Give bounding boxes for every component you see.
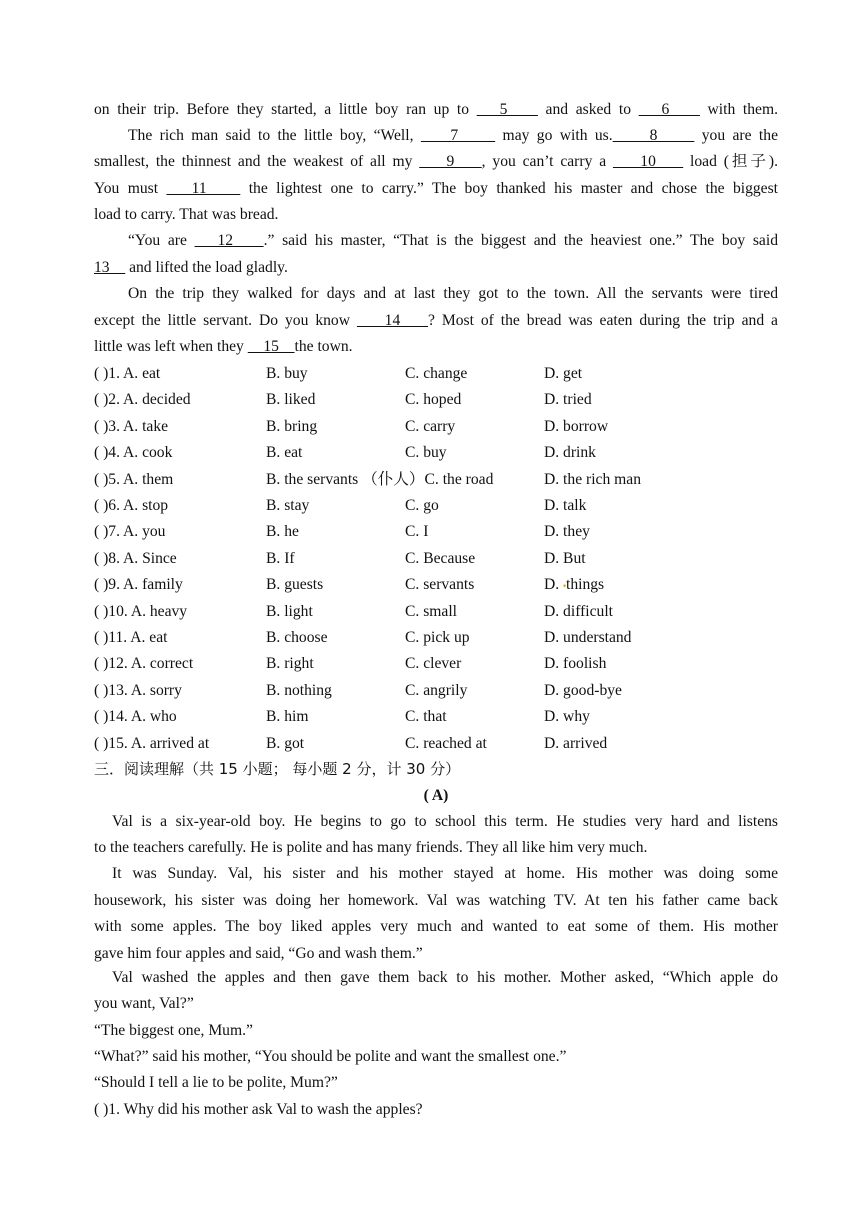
blank-13: 13	[94, 259, 126, 276]
text: little was left when they	[94, 338, 248, 355]
option-b: B. guests	[266, 576, 324, 594]
text: .” said his master, “That is the biggest and the heaviest one.” The boy said	[263, 232, 778, 249]
highlight-mark: ·	[562, 578, 568, 596]
blank-12: 12	[194, 232, 264, 249]
blank-6: 6	[638, 101, 700, 118]
option-d: D. understand	[544, 629, 632, 646]
option-d: D. borrow	[544, 417, 609, 435]
option-b: B. If	[266, 549, 295, 567]
option-question: ( )9. A. family	[94, 576, 183, 594]
option-b: B. nothing	[266, 681, 332, 699]
option-d: D. talk	[544, 497, 587, 514]
option-c: C. that	[405, 708, 447, 726]
option-row	[94, 575, 794, 595]
option-question: ( )6. A. stop	[94, 497, 169, 514]
blank-15: 15	[247, 338, 295, 355]
option-d: D. why	[544, 708, 590, 726]
option-question: ( )11. A. eat	[94, 629, 168, 646]
option-row	[94, 470, 794, 490]
option-question: ( )10. A. heavy	[94, 602, 188, 620]
reading-line: gave him four apples and said, “Go and wash them.”	[94, 945, 423, 962]
option-c: C. buy	[405, 444, 447, 462]
blank-14: 14	[356, 312, 429, 329]
text: You must	[94, 180, 167, 197]
option-row	[94, 681, 794, 701]
option-c: C. go	[405, 497, 439, 514]
option-b: B. stay	[266, 497, 310, 514]
option-question: ( )12. A. correct	[94, 655, 194, 673]
option-c: C. angrily	[405, 681, 468, 699]
passage-line	[94, 258, 778, 278]
text: ? Most of the bread was eaten during the trip and a	[428, 312, 778, 329]
reading-line: with some apples. The boy liked apples very much and wanted to eat some of them. His mother	[94, 918, 778, 935]
reading-line: “Should I tell a lie to be polite, Mum?”	[94, 1074, 338, 1091]
option-row	[94, 443, 794, 463]
text: with them.	[699, 101, 778, 118]
option-c: C. clever	[405, 655, 462, 673]
reading-line: to the teachers carefully. He is polite and has many friends. They all like him very much.	[94, 839, 648, 856]
text: Val washed the apples and then gave them b	[112, 969, 426, 986]
text: on their trip. Before they started, a little boy ran up to	[94, 101, 477, 118]
passage-line	[94, 311, 778, 331]
text: load (担子).	[683, 153, 778, 170]
passage-line	[128, 126, 778, 146]
reading-line	[112, 968, 778, 988]
option-c: C. pick up	[405, 629, 470, 646]
question-line: ( )1. Why did his mother ask Val to wash the apples?	[94, 1101, 423, 1118]
option-d: D. But	[544, 549, 586, 567]
text: except the little servant. Do you know	[94, 312, 357, 329]
option-d: D. tried	[544, 391, 592, 409]
option-row	[94, 707, 794, 727]
blank-5: 5	[476, 101, 538, 118]
option-question: ( )2. A. decided	[94, 391, 191, 409]
text: and asked to	[537, 101, 639, 118]
option-d: D. drink	[544, 444, 596, 462]
option-b: B. him	[266, 708, 309, 726]
part-label: ( A)	[423, 787, 449, 804]
option-c: C. change	[405, 365, 468, 382]
option-row	[94, 654, 794, 674]
option-row	[94, 496, 794, 516]
reading-line: “The biggest one, Mum.”	[94, 1022, 253, 1039]
option-b: B. liked	[266, 391, 316, 409]
option-d: D. get	[544, 365, 583, 382]
option-c: C. servants	[405, 576, 475, 594]
option-c: C. carry	[405, 417, 456, 435]
option-d: D. foolish	[544, 655, 607, 673]
option-question: ( )5. A. them	[94, 470, 174, 488]
text: the lightest one to carry.” The boy thanked his master and chose the biggest	[240, 180, 778, 197]
option-c: C. small	[405, 602, 457, 620]
passage-line	[94, 152, 778, 172]
option-row	[94, 602, 794, 622]
option-d-text: things	[566, 576, 605, 594]
section-heading: 三．阅读理解（共 15 小题； 每小题 2 分，计 30 分）	[94, 760, 461, 778]
option-question: ( )7. A. you	[94, 523, 166, 541]
blank-9: 9	[419, 153, 482, 170]
option-row	[94, 549, 794, 569]
option-b: B. he	[266, 523, 299, 541]
option-c: C. Because	[405, 549, 476, 567]
option-question: ( )15. A. arrived at	[94, 734, 210, 752]
option-b: B. the servants （仆人）C. the road	[266, 470, 494, 488]
option-d: D. the rich man	[544, 470, 641, 488]
option-b: B. got	[266, 734, 305, 752]
option-row	[94, 364, 794, 384]
text: may go with us.	[495, 127, 613, 144]
blank-11: 11	[166, 180, 241, 197]
reading-line: It was Sunday. Val, his sister and his mother stayed at home. His mother was doing some	[112, 865, 778, 882]
text: and lifted the load gladly.	[125, 259, 288, 276]
passage-line	[94, 100, 778, 120]
option-d: D. they	[544, 523, 590, 541]
option-row	[94, 390, 794, 410]
passage-line	[94, 179, 778, 199]
option-question: ( )1. A. eat	[94, 365, 161, 382]
option-c: C. reached at	[405, 734, 487, 752]
passage-line	[128, 231, 778, 251]
blank-10: 10	[612, 153, 684, 170]
option-c: C. hoped	[405, 391, 462, 409]
text: ack to his mother. Mother asked, “Which apple do	[425, 969, 778, 986]
option-row	[94, 417, 794, 437]
option-row	[94, 522, 794, 542]
text: you are the	[694, 127, 778, 144]
blank-8: 8	[612, 127, 695, 144]
option-row	[94, 734, 794, 754]
passage-line: On the trip they walked for days and at last they got to the town. All the servants were tired	[128, 285, 778, 302]
option-d: D. good-bye	[544, 681, 622, 699]
option-question: ( )14. A. who	[94, 708, 177, 726]
option-b: B. bring	[266, 417, 318, 435]
reading-line: “What?” said his mother, “You should be polite and want the smallest one.”	[94, 1048, 567, 1065]
option-d: D. difficult	[544, 602, 614, 620]
option-b: B. eat	[266, 444, 303, 462]
reading-line: you want, Val?”	[94, 995, 194, 1012]
option-c: C. I	[405, 523, 429, 541]
option-b: B. right	[266, 655, 314, 673]
option-question: ( )3. A. take	[94, 417, 169, 435]
option-d: D. arrived	[544, 734, 608, 752]
passage-line	[94, 337, 778, 357]
option-row	[94, 628, 794, 648]
option-b: B. light	[266, 602, 313, 620]
reading-line: housework, his sister was doing her homework. Val was watching TV. At ten his father came back	[94, 892, 778, 909]
reading-line: Val is a six-year-old boy. He begins to go to school this term. He studies very hard and listens	[112, 813, 778, 830]
blank-7: 7	[420, 127, 496, 144]
option-b: B. buy	[266, 365, 308, 382]
text: The rich man said to the little boy, “Well,	[128, 127, 421, 144]
option-question: ( )8. A. Since	[94, 549, 177, 567]
option-question: ( )4. A. cook	[94, 444, 173, 462]
text: “You are	[128, 232, 195, 249]
option-question: ( )13. A. sorry	[94, 681, 182, 699]
text: , you can’t carry a	[481, 153, 613, 170]
option-b: B. choose	[266, 629, 328, 646]
text: the town.	[294, 338, 353, 355]
passage-line: load to carry. That was bread.	[94, 206, 279, 223]
option-d: D.	[544, 576, 560, 594]
text: smallest, the thinnest and the weakest of all my	[94, 153, 420, 170]
